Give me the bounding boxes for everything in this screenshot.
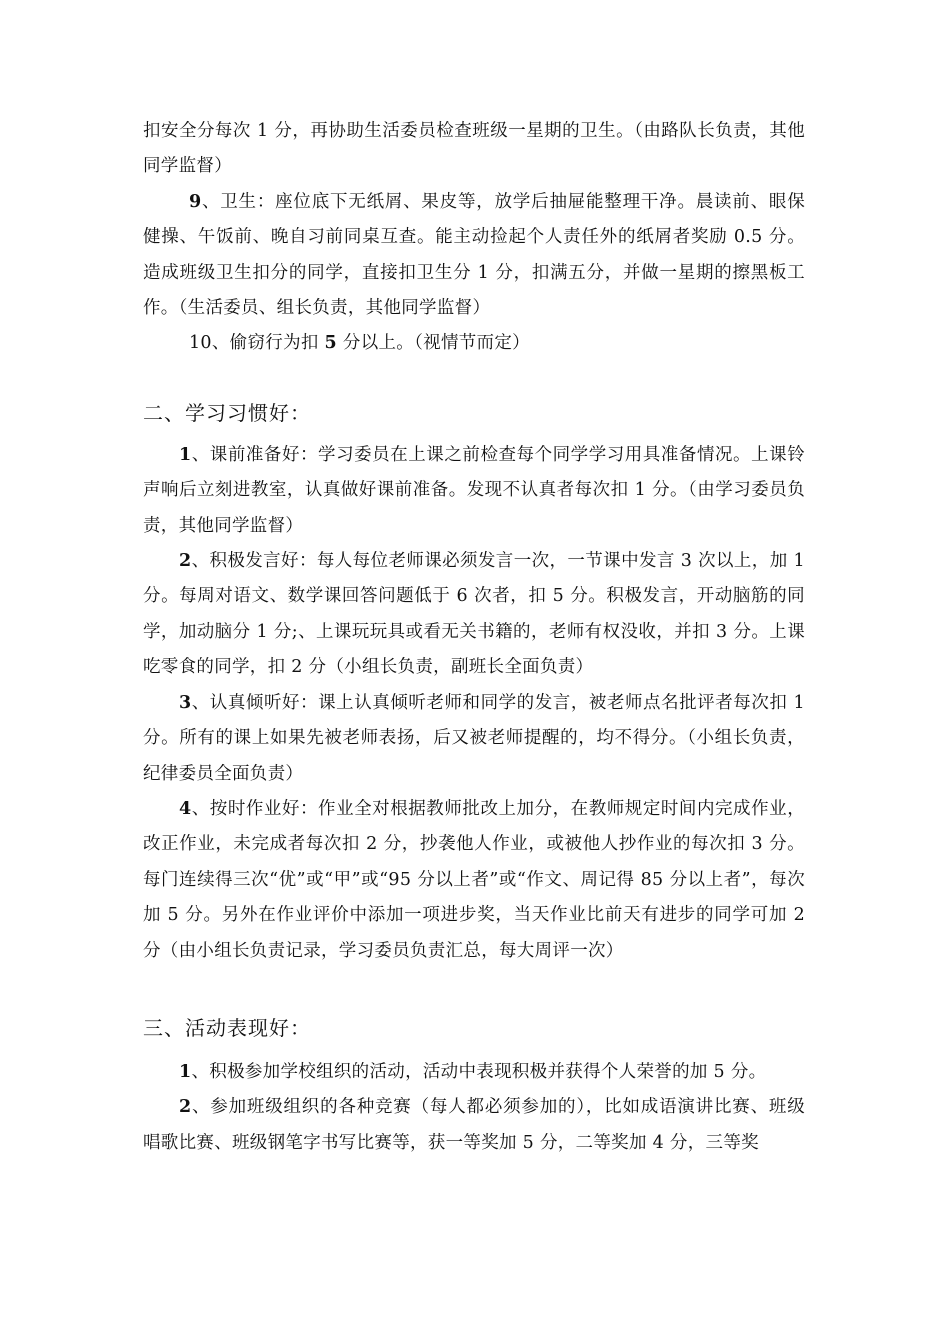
item-text: 、卫生：座位底下无纸屑、果皮等，放学后抽屉能整理干净。晨读前、眼保健操、午饭前、晚自习前同桌互查。能主动捡起个人责任外的纸屑者奖励 0.5 分。造成班级卫生扣分的同学，直接扣卫生分 1 分，扣满五分，并做一星期的擦黑板工作。（生活委员、组长负责，其他同学监督） xyxy=(143,191,805,319)
item-text: 、积极发言好：每人每位老师课必须发言一次，一节课中发言 3 次以上，加 1 分。每周对语文、数学课回答问题低于 6 次者，扣 5 分。积极发言，开动脑筋的同学，加动脑分 1 分;、上课玩玩具或看无关书籍的，老师有权没收，并扣 3 分。上课吃零食的同学，扣 2 分（小组长负责，副班长全面负责） xyxy=(143,551,805,678)
item-number: 2 xyxy=(179,551,192,572)
item-text: 、偷窃行为扣 xyxy=(211,333,325,354)
section-heading-activity-performance: 三、活动表现好： xyxy=(143,1015,311,1040)
item-text: 、按时作业好：作业全对根据教师批改上加分，在教师规定时间内完成作业，改正作业，未完成者每次扣 2 分，抄袭他人作业，或被他人抄作业的每次扣 3 分。每门连续得三次“优”或“甲”或“95 分以上者”或“作文、周记得 85 分以上者”，每次加 5 分。另外在作业评价中添加一项进步奖，当天作业比前天有进步的同学可加 2 分（由小组长负责记录，学习委员负责汇总，每大周评一次） xyxy=(143,798,805,961)
document-page xyxy=(143,114,805,1161)
section3-item-1 xyxy=(143,1055,805,1090)
item-text: 、课前准备好：学习委员在上课之前检查每个同学学习用具准备情况。上课铃声响后立刻进教室，认真做好课前准备。发现不认真者每次扣 1 分。（由学习委员负责，其他同学监督） xyxy=(143,444,805,536)
section2-item-2 xyxy=(143,544,805,686)
item-number: 2 xyxy=(179,1097,192,1118)
item-text: 、积极参加学校组织的活动，活动中表现积极并获得个人荣誉的加 5 分。 xyxy=(191,1061,767,1082)
item-bold-value: 5 xyxy=(324,333,338,354)
item-text: 分以上。（视情节而定） xyxy=(337,333,530,354)
section3-item-2 xyxy=(143,1090,805,1161)
item-number: 1 xyxy=(179,444,192,465)
item-9-paragraph xyxy=(143,185,805,327)
intro-paragraph: 扣安全分每次 1 分，再协助生活委员检查班级一星期的卫生。（由路队长负责，其他同学监督） xyxy=(143,121,805,177)
item-number: 10 xyxy=(189,333,212,354)
item-text: 、认真倾听好：课上认真倾听老师和同学的发言，被老师点名批评者每次扣 1 分。所有的课上如果先被老师表扬，后又被老师提醒的，均不得分。（小组长负责，纪律委员全面负责） xyxy=(143,692,805,784)
section2-item-4 xyxy=(143,792,805,969)
item-number: 9 xyxy=(189,191,202,212)
item-number: 4 xyxy=(179,798,192,819)
section2-item-1 xyxy=(143,438,805,544)
item-number: 3 xyxy=(179,692,192,713)
item-text: 、参加班级组织的各种竞赛（每人都必须参加的），比如成语演讲比赛、班级唱歌比赛、班级钢笔字书写比赛等，获一等奖加 5 分，二等奖加 4 分，三等奖 xyxy=(143,1097,805,1153)
section2-item-3 xyxy=(143,686,805,792)
item-10-paragraph xyxy=(143,326,805,361)
item-number: 1 xyxy=(179,1061,192,1082)
section-heading-study-habits: 二、学习习惯好： xyxy=(143,400,311,425)
